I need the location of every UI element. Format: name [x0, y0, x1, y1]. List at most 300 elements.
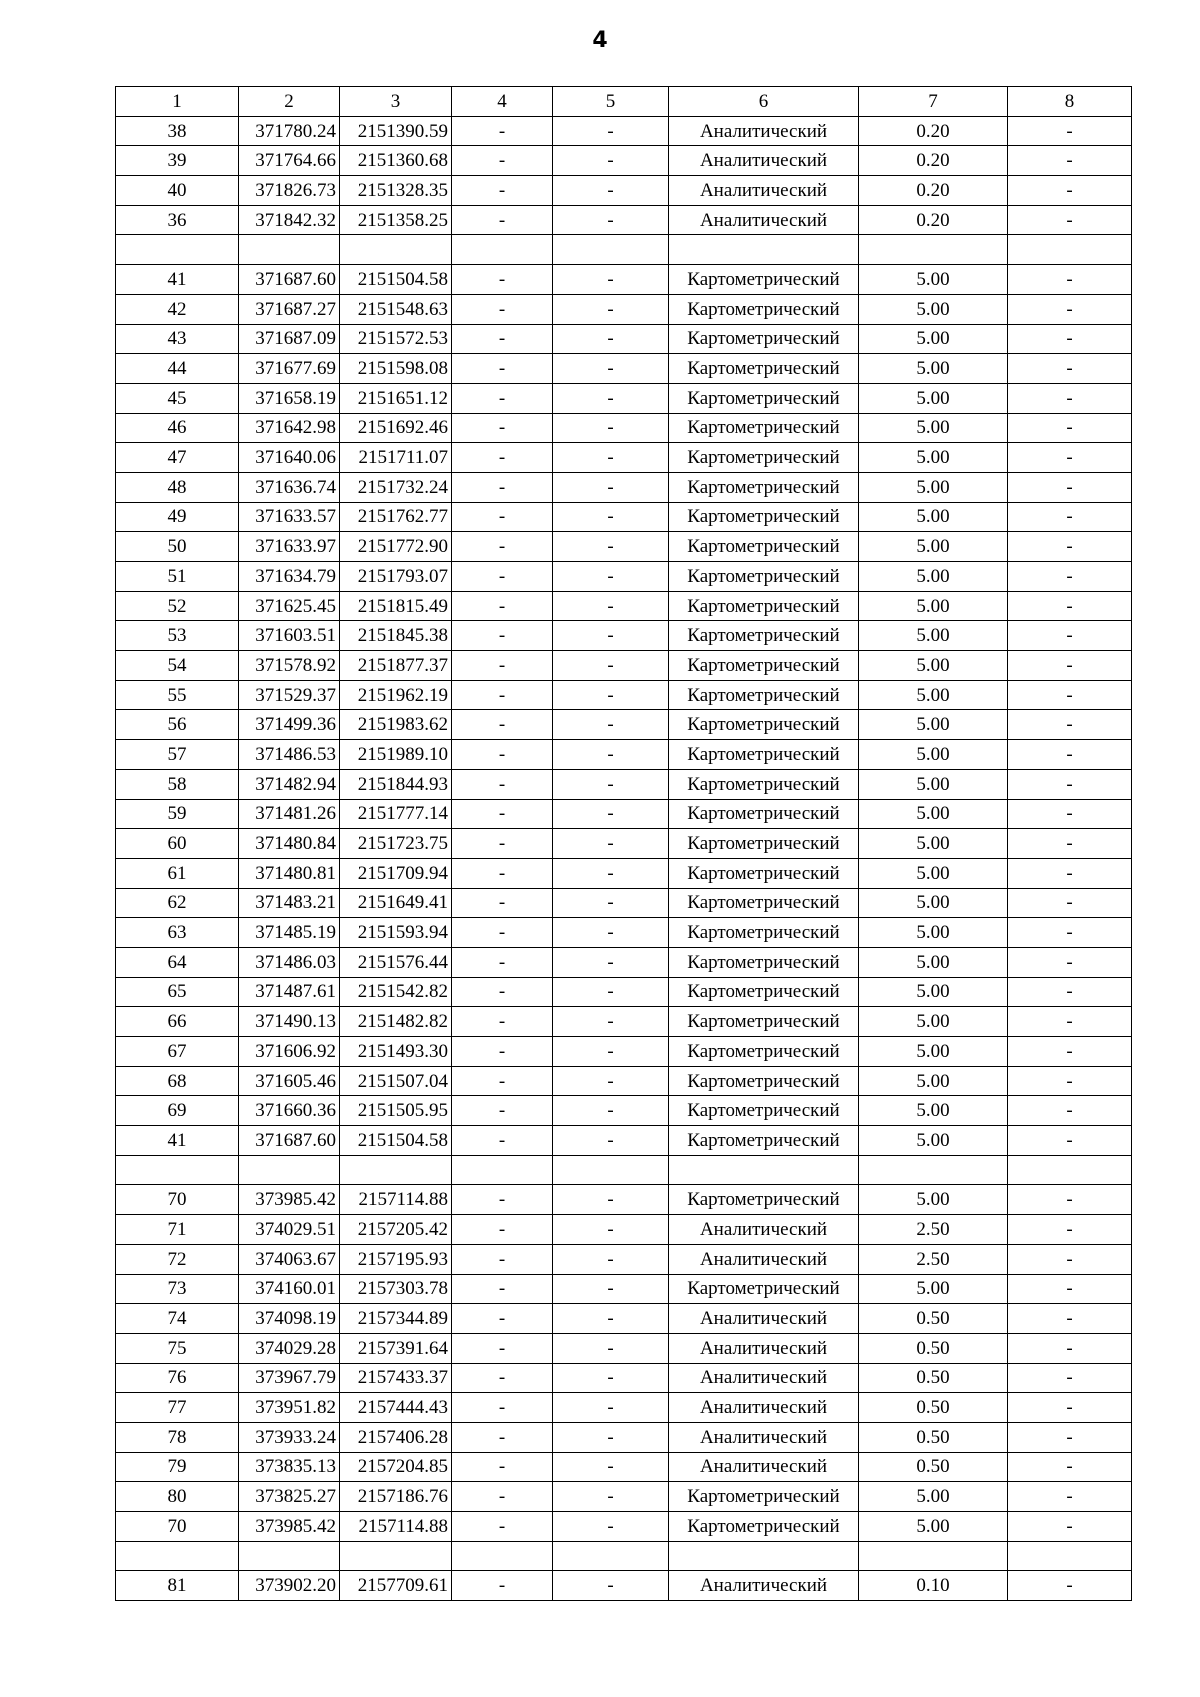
table-row: [116, 1274, 1132, 1304]
cell-point-number: 62: [116, 888, 239, 918]
cell-point-number: 76: [116, 1363, 239, 1393]
cell-precision: 5.00: [859, 294, 1008, 324]
cell-method: Аналитический: [669, 1393, 859, 1423]
cell-col-5: -: [553, 947, 669, 977]
cell-precision: 5.00: [859, 651, 1008, 681]
cell-y-coordinate: 2151845.38: [340, 621, 452, 651]
table-row: [116, 1393, 1132, 1423]
cell-method: Аналитический: [669, 1215, 859, 1245]
cell-precision: [859, 235, 1008, 265]
cell-x-coordinate: 371677.69: [239, 354, 340, 384]
cell-x-coordinate: 373951.82: [239, 1393, 340, 1423]
cell-col-4: -: [452, 947, 553, 977]
cell-col-8: -: [1008, 1244, 1132, 1274]
cell-precision: 5.00: [859, 265, 1008, 295]
table-row: [116, 383, 1132, 413]
cell-method: Картометрический: [669, 265, 859, 295]
cell-col-4: -: [452, 1363, 553, 1393]
cell-x-coordinate: 371780.24: [239, 116, 340, 146]
cell-col-4: -: [452, 205, 553, 235]
cell-point-number: 41: [116, 1126, 239, 1156]
cell-col-5: -: [553, 176, 669, 206]
cell-col-5: -: [553, 116, 669, 146]
cell-col-4: -: [452, 1393, 553, 1423]
cell-col-5: -: [553, 740, 669, 770]
cell-precision: 5.00: [859, 858, 1008, 888]
cell-y-coordinate: 2157344.89: [340, 1304, 452, 1334]
cell-col-5: -: [553, 294, 669, 324]
cell-point-number: 70: [116, 1512, 239, 1542]
cell-method: Аналитический: [669, 1333, 859, 1363]
cell-method: Картометрический: [669, 680, 859, 710]
cell-x-coordinate: 371486.03: [239, 947, 340, 977]
cell-col-5: -: [553, 829, 669, 859]
cell-col-4: -: [452, 1215, 553, 1245]
cell-x-coordinate: 371529.37: [239, 680, 340, 710]
cell-y-coordinate: 2151358.25: [340, 205, 452, 235]
table-header-row: [116, 87, 1132, 117]
table-row: [116, 977, 1132, 1007]
cell-method: Картометрический: [669, 888, 859, 918]
cell-col-4: -: [452, 265, 553, 295]
cell-x-coordinate: 371642.98: [239, 413, 340, 443]
cell-x-coordinate: 371842.32: [239, 205, 340, 235]
cell-x-coordinate: 371633.97: [239, 532, 340, 562]
table-row: [116, 472, 1132, 502]
table-body: [116, 116, 1132, 1600]
cell-col-4: -: [452, 769, 553, 799]
cell-precision: 5.00: [859, 918, 1008, 948]
table-row: [116, 116, 1132, 146]
cell-col-8: -: [1008, 1185, 1132, 1215]
cell-col-8: -: [1008, 740, 1132, 770]
cell-precision: 0.50: [859, 1363, 1008, 1393]
cell-method: Картометрический: [669, 740, 859, 770]
cell-col-8: -: [1008, 1274, 1132, 1304]
cell-method: Картометрический: [669, 413, 859, 443]
cell-col-8: -: [1008, 710, 1132, 740]
cell-col-8: -: [1008, 858, 1132, 888]
cell-col-4: -: [452, 1185, 553, 1215]
cell-precision: 5.00: [859, 947, 1008, 977]
cell-col-4: -: [452, 1452, 553, 1482]
cell-point-number: 69: [116, 1096, 239, 1126]
table-row: [116, 443, 1132, 473]
table-row: [116, 1244, 1132, 1274]
cell-point-number: 65: [116, 977, 239, 1007]
table-row: [116, 1215, 1132, 1245]
cell-precision: 2.50: [859, 1215, 1008, 1245]
cell-precision: 5.00: [859, 740, 1008, 770]
cell-col-4: [452, 1541, 553, 1571]
cell-point-number: 71: [116, 1215, 239, 1245]
cell-x-coordinate: 371486.53: [239, 740, 340, 770]
table-row: [116, 1452, 1132, 1482]
cell-col-4: -: [452, 858, 553, 888]
cell-precision: 0.50: [859, 1393, 1008, 1423]
cell-col-5: -: [553, 1304, 669, 1334]
cell-y-coordinate: 2151598.08: [340, 354, 452, 384]
cell-precision: 5.00: [859, 1066, 1008, 1096]
cell-precision: 5.00: [859, 413, 1008, 443]
cell-method: Картометрический: [669, 918, 859, 948]
cell-col-4: -: [452, 1512, 553, 1542]
column-header-5: 5: [553, 87, 669, 117]
cell-col-4: -: [452, 591, 553, 621]
cell-col-8: -: [1008, 294, 1132, 324]
cell-col-4: -: [452, 146, 553, 176]
cell-col-5: -: [553, 472, 669, 502]
cell-col-8: -: [1008, 1007, 1132, 1037]
cell-y-coordinate: 2151548.63: [340, 294, 452, 324]
cell-precision: 5.00: [859, 799, 1008, 829]
cell-x-coordinate: [239, 1541, 340, 1571]
cell-y-coordinate: 2151507.04: [340, 1066, 452, 1096]
cell-col-8: -: [1008, 265, 1132, 295]
cell-point-number: [116, 1541, 239, 1571]
cell-y-coordinate: 2151844.93: [340, 769, 452, 799]
cell-col-4: -: [452, 176, 553, 206]
cell-col-5: -: [553, 1096, 669, 1126]
cell-y-coordinate: 2151777.14: [340, 799, 452, 829]
column-header-1: 1: [116, 87, 239, 117]
cell-y-coordinate: 2151651.12: [340, 383, 452, 413]
cell-col-4: [452, 235, 553, 265]
cell-point-number: 79: [116, 1452, 239, 1482]
cell-y-coordinate: 2157186.76: [340, 1482, 452, 1512]
cell-method: Картометрический: [669, 977, 859, 1007]
cell-method: Аналитический: [669, 1363, 859, 1393]
cell-precision: 0.20: [859, 205, 1008, 235]
cell-y-coordinate: 2151576.44: [340, 947, 452, 977]
cell-col-4: [452, 1155, 553, 1185]
cell-point-number: 43: [116, 324, 239, 354]
cell-method: Картометрический: [669, 591, 859, 621]
cell-point-number: 56: [116, 710, 239, 740]
table-row: [116, 621, 1132, 651]
cell-col-5: -: [553, 1066, 669, 1096]
cell-point-number: 68: [116, 1066, 239, 1096]
cell-point-number: 48: [116, 472, 239, 502]
cell-method: Картометрический: [669, 1096, 859, 1126]
table-row: [116, 176, 1132, 206]
cell-x-coordinate: 371606.92: [239, 1037, 340, 1067]
cell-x-coordinate: 371603.51: [239, 621, 340, 651]
cell-precision: 5.00: [859, 1185, 1008, 1215]
cell-y-coordinate: 2151962.19: [340, 680, 452, 710]
cell-point-number: 55: [116, 680, 239, 710]
cell-col-8: -: [1008, 562, 1132, 592]
cell-x-coordinate: 371658.19: [239, 383, 340, 413]
cell-method: Аналитический: [669, 1304, 859, 1334]
cell-col-5: -: [553, 1126, 669, 1156]
table-row: [116, 1007, 1132, 1037]
cell-precision: 5.00: [859, 621, 1008, 651]
column-header-8: 8: [1008, 87, 1132, 117]
cell-x-coordinate: 373985.42: [239, 1512, 340, 1542]
cell-point-number: 42: [116, 294, 239, 324]
cell-x-coordinate: 371499.36: [239, 710, 340, 740]
cell-point-number: 63: [116, 918, 239, 948]
cell-col-8: -: [1008, 1422, 1132, 1452]
cell-col-8: -: [1008, 1482, 1132, 1512]
cell-col-8: -: [1008, 472, 1132, 502]
cell-x-coordinate: [239, 1155, 340, 1185]
cell-col-8: -: [1008, 1215, 1132, 1245]
cell-precision: 0.50: [859, 1333, 1008, 1363]
cell-x-coordinate: 371636.74: [239, 472, 340, 502]
cell-precision: 5.00: [859, 977, 1008, 1007]
cell-y-coordinate: 2157406.28: [340, 1422, 452, 1452]
cell-precision: 5.00: [859, 1512, 1008, 1542]
cell-point-number: 57: [116, 740, 239, 770]
cell-col-5: -: [553, 591, 669, 621]
cell-method: Аналитический: [669, 1422, 859, 1452]
cell-x-coordinate: 371660.36: [239, 1096, 340, 1126]
cell-y-coordinate: 2151983.62: [340, 710, 452, 740]
cell-col-4: -: [452, 918, 553, 948]
cell-col-8: -: [1008, 443, 1132, 473]
cell-x-coordinate: [239, 235, 340, 265]
cell-point-number: 72: [116, 1244, 239, 1274]
cell-point-number: 36: [116, 205, 239, 235]
cell-col-5: -: [553, 502, 669, 532]
column-header-2: 2: [239, 87, 340, 117]
table-row: [116, 1571, 1132, 1601]
cell-precision: 0.20: [859, 146, 1008, 176]
cell-col-4: -: [452, 1096, 553, 1126]
cell-col-5: -: [553, 1007, 669, 1037]
cell-y-coordinate: 2157303.78: [340, 1274, 452, 1304]
cell-method: Картометрический: [669, 858, 859, 888]
cell-method: Аналитический: [669, 176, 859, 206]
cell-x-coordinate: 371480.81: [239, 858, 340, 888]
cell-x-coordinate: 373825.27: [239, 1482, 340, 1512]
cell-col-8: -: [1008, 1333, 1132, 1363]
cell-x-coordinate: 371625.45: [239, 591, 340, 621]
cell-y-coordinate: 2151711.07: [340, 443, 452, 473]
table-row: [116, 1066, 1132, 1096]
cell-point-number: 73: [116, 1274, 239, 1304]
cell-x-coordinate: 373967.79: [239, 1363, 340, 1393]
table-row: [116, 413, 1132, 443]
cell-col-4: -: [452, 1126, 553, 1156]
cell-precision: 5.00: [859, 1007, 1008, 1037]
cell-precision: [859, 1541, 1008, 1571]
cell-col-8: -: [1008, 799, 1132, 829]
cell-col-4: -: [452, 443, 553, 473]
cell-y-coordinate: 2151504.58: [340, 265, 452, 295]
cell-precision: 5.00: [859, 502, 1008, 532]
cell-col-8: -: [1008, 947, 1132, 977]
cell-col-5: -: [553, 1452, 669, 1482]
cell-col-4: -: [452, 1007, 553, 1037]
table-row: [116, 324, 1132, 354]
cell-col-4: -: [452, 740, 553, 770]
column-header-3: 3: [340, 87, 452, 117]
cell-y-coordinate: 2157205.42: [340, 1215, 452, 1245]
cell-col-8: -: [1008, 1304, 1132, 1334]
cell-col-4: -: [452, 799, 553, 829]
cell-y-coordinate: 2151493.30: [340, 1037, 452, 1067]
cell-col-4: -: [452, 1304, 553, 1334]
cell-method: Аналитический: [669, 146, 859, 176]
cell-x-coordinate: 371687.60: [239, 1126, 340, 1156]
cell-col-4: -: [452, 502, 553, 532]
cell-precision: 5.00: [859, 591, 1008, 621]
cell-precision: 5.00: [859, 1096, 1008, 1126]
cell-method: Картометрический: [669, 294, 859, 324]
table-row: [116, 1096, 1132, 1126]
cell-col-5: -: [553, 977, 669, 1007]
cell-point-number: 64: [116, 947, 239, 977]
cell-precision: 5.00: [859, 680, 1008, 710]
table-row: [116, 294, 1132, 324]
table-row: [116, 1363, 1132, 1393]
table-row: [116, 1422, 1132, 1452]
cell-col-5: -: [553, 1333, 669, 1363]
cell-method: Картометрический: [669, 383, 859, 413]
cell-point-number: 52: [116, 591, 239, 621]
cell-y-coordinate: 2151482.82: [340, 1007, 452, 1037]
cell-method: Картометрический: [669, 799, 859, 829]
cell-col-8: [1008, 235, 1132, 265]
cell-x-coordinate: 371485.19: [239, 918, 340, 948]
cell-col-4: -: [452, 1037, 553, 1067]
cell-col-5: -: [553, 1185, 669, 1215]
cell-method: Картометрический: [669, 354, 859, 384]
cell-y-coordinate: 2151328.35: [340, 176, 452, 206]
cell-precision: 5.00: [859, 383, 1008, 413]
cell-method: Картометрический: [669, 710, 859, 740]
cell-point-number: 66: [116, 1007, 239, 1037]
cell-y-coordinate: 2151709.94: [340, 858, 452, 888]
cell-col-4: -: [452, 1482, 553, 1512]
table-row: [116, 354, 1132, 384]
cell-method: Картометрический: [669, 1512, 859, 1542]
cell-precision: [859, 1155, 1008, 1185]
cell-precision: 5.00: [859, 769, 1008, 799]
cell-col-5: -: [553, 858, 669, 888]
cell-x-coordinate: 371826.73: [239, 176, 340, 206]
cell-precision: 2.50: [859, 1244, 1008, 1274]
cell-point-number: 40: [116, 176, 239, 206]
cell-x-coordinate: 371633.57: [239, 502, 340, 532]
cell-x-coordinate: 371634.79: [239, 562, 340, 592]
cell-col-5: -: [553, 1363, 669, 1393]
cell-x-coordinate: 374029.51: [239, 1215, 340, 1245]
cell-method: Картометрический: [669, 829, 859, 859]
cell-y-coordinate: 2151390.59: [340, 116, 452, 146]
cell-precision: 5.00: [859, 562, 1008, 592]
cell-precision: 5.00: [859, 1482, 1008, 1512]
cell-col-5: [553, 1155, 669, 1185]
cell-point-number: 80: [116, 1482, 239, 1512]
cell-point-number: 44: [116, 354, 239, 384]
cell-y-coordinate: 2151762.77: [340, 502, 452, 532]
table-row: [116, 829, 1132, 859]
cell-col-8: [1008, 1541, 1132, 1571]
cell-y-coordinate: 2157709.61: [340, 1571, 452, 1601]
cell-col-5: -: [553, 1482, 669, 1512]
cell-precision: 0.20: [859, 176, 1008, 206]
cell-point-number: [116, 235, 239, 265]
cell-col-5: -: [553, 710, 669, 740]
cell-precision: 5.00: [859, 324, 1008, 354]
cell-col-8: -: [1008, 1066, 1132, 1096]
cell-x-coordinate: 371687.60: [239, 265, 340, 295]
cell-point-number: 60: [116, 829, 239, 859]
table-row: [116, 888, 1132, 918]
cell-y-coordinate: 2151877.37: [340, 651, 452, 681]
cell-col-5: -: [553, 799, 669, 829]
cell-precision: 0.20: [859, 116, 1008, 146]
table-row: [116, 146, 1132, 176]
cell-y-coordinate: 2151593.94: [340, 918, 452, 948]
cell-col-4: -: [452, 1422, 553, 1452]
table-separator-row: [116, 1541, 1132, 1571]
table-row: [116, 918, 1132, 948]
cell-col-4: -: [452, 413, 553, 443]
cell-col-8: -: [1008, 354, 1132, 384]
cell-y-coordinate: 2157114.88: [340, 1185, 452, 1215]
cell-col-8: [1008, 1155, 1132, 1185]
cell-col-8: -: [1008, 680, 1132, 710]
cell-col-4: -: [452, 116, 553, 146]
cell-y-coordinate: 2157195.93: [340, 1244, 452, 1274]
cell-point-number: 53: [116, 621, 239, 651]
cell-point-number: [116, 1155, 239, 1185]
cell-col-8: -: [1008, 383, 1132, 413]
cell-method: Аналитический: [669, 1452, 859, 1482]
cell-x-coordinate: 371578.92: [239, 651, 340, 681]
cell-x-coordinate: 371481.26: [239, 799, 340, 829]
cell-x-coordinate: 371480.84: [239, 829, 340, 859]
cell-method: Картометрический: [669, 324, 859, 354]
cell-y-coordinate: 2151572.53: [340, 324, 452, 354]
cell-col-5: [553, 1541, 669, 1571]
cell-y-coordinate: 2151649.41: [340, 888, 452, 918]
cell-col-8: -: [1008, 1393, 1132, 1423]
column-header-7: 7: [859, 87, 1008, 117]
cell-y-coordinate: 2151505.95: [340, 1096, 452, 1126]
cell-col-4: -: [452, 829, 553, 859]
cell-col-5: -: [553, 1571, 669, 1601]
cell-col-4: -: [452, 532, 553, 562]
cell-point-number: 58: [116, 769, 239, 799]
cell-method: Картометрический: [669, 621, 859, 651]
cell-col-8: -: [1008, 651, 1132, 681]
cell-method: Аналитический: [669, 1571, 859, 1601]
cell-point-number: 59: [116, 799, 239, 829]
cell-col-5: -: [553, 265, 669, 295]
cell-method: Аналитический: [669, 205, 859, 235]
cell-x-coordinate: 371490.13: [239, 1007, 340, 1037]
cell-point-number: 77: [116, 1393, 239, 1423]
cell-y-coordinate: 2157444.43: [340, 1393, 452, 1423]
cell-method: Аналитический: [669, 1244, 859, 1274]
cell-method: Картометрический: [669, 1066, 859, 1096]
cell-method: [669, 1541, 859, 1571]
cell-col-4: -: [452, 562, 553, 592]
cell-precision: 0.10: [859, 1571, 1008, 1601]
table-row: [116, 1512, 1132, 1542]
cell-col-5: -: [553, 532, 669, 562]
cell-col-5: -: [553, 1244, 669, 1274]
cell-col-5: -: [553, 443, 669, 473]
cell-col-4: -: [452, 1066, 553, 1096]
table-row: [116, 1037, 1132, 1067]
